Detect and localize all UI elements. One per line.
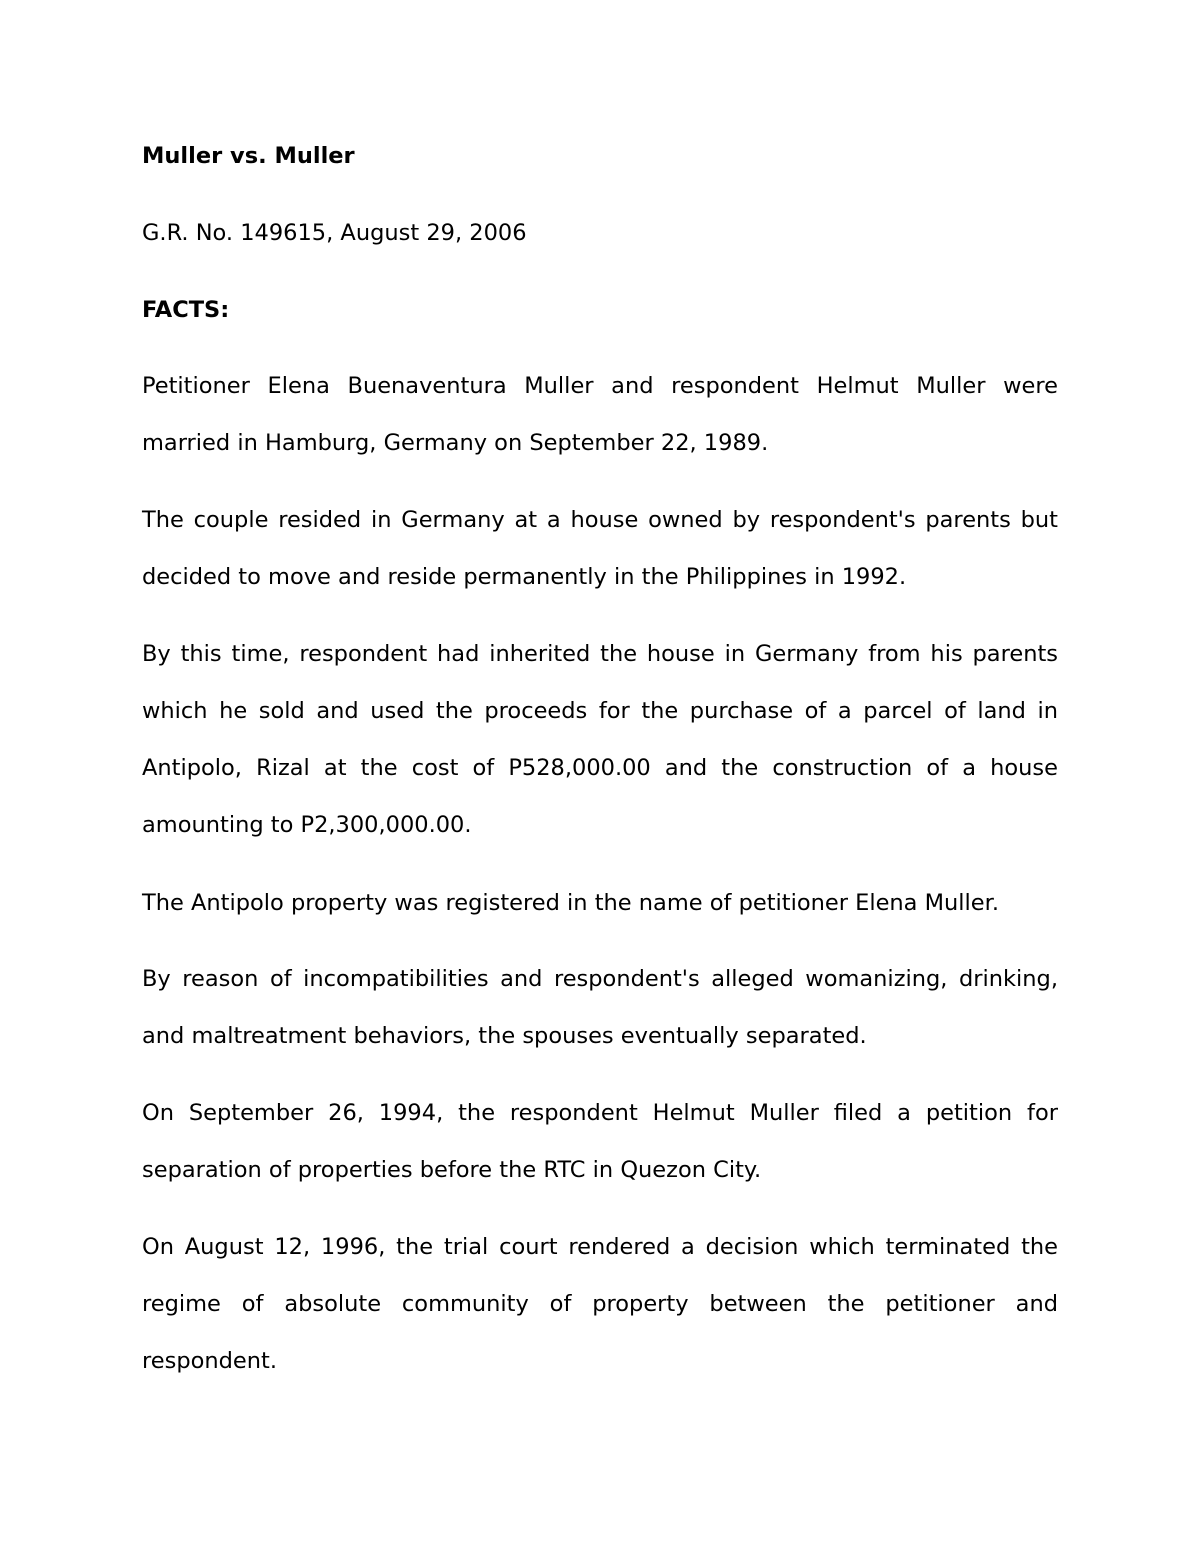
paragraph-separation: By reason of incompatibilities and respondent's alleged womanizing, drinking, and maltreatment behaviors, the spouses eventually separated. — [142, 966, 1058, 1049]
paragraph-petition: On September 26, 1994, the respondent Helmut Muller filed a petition for separation of properties before the RTC in Quezon City. — [142, 1100, 1058, 1183]
paragraph-decision: On August 12, 1996, the trial court rendered a decision which terminated the regime of absolute community of property between the petitioner and respondent. — [142, 1234, 1058, 1374]
document-title: Muller vs. Muller — [142, 143, 355, 169]
facts-heading: FACTS: — [142, 297, 230, 323]
paragraph-inheritance: By this time, respondent had inherited the house in Germany from his parents which he sold and used the proceeds for the purchase of a parcel of land in Antipolo, Rizal at the cost of P528,000.00 and the construction of a house amounting to P2,300,000.00. — [142, 641, 1058, 838]
paragraph-residence: The couple resided in Germany at a house owned by respondent's parents but decided to move and reside permanently in the Philippines in 1992. — [142, 507, 1058, 590]
paragraph-registration: The Antipolo property was registered in the name of petitioner Elena Muller. — [142, 890, 999, 916]
paragraph-marriage: Petitioner Elena Buenaventura Muller and respondent Helmut Muller were married in Hamburg, Germany on September 22, 1989. — [142, 373, 1058, 456]
case-citation: G.R. No. 149615, August 29, 2006 — [142, 220, 527, 246]
